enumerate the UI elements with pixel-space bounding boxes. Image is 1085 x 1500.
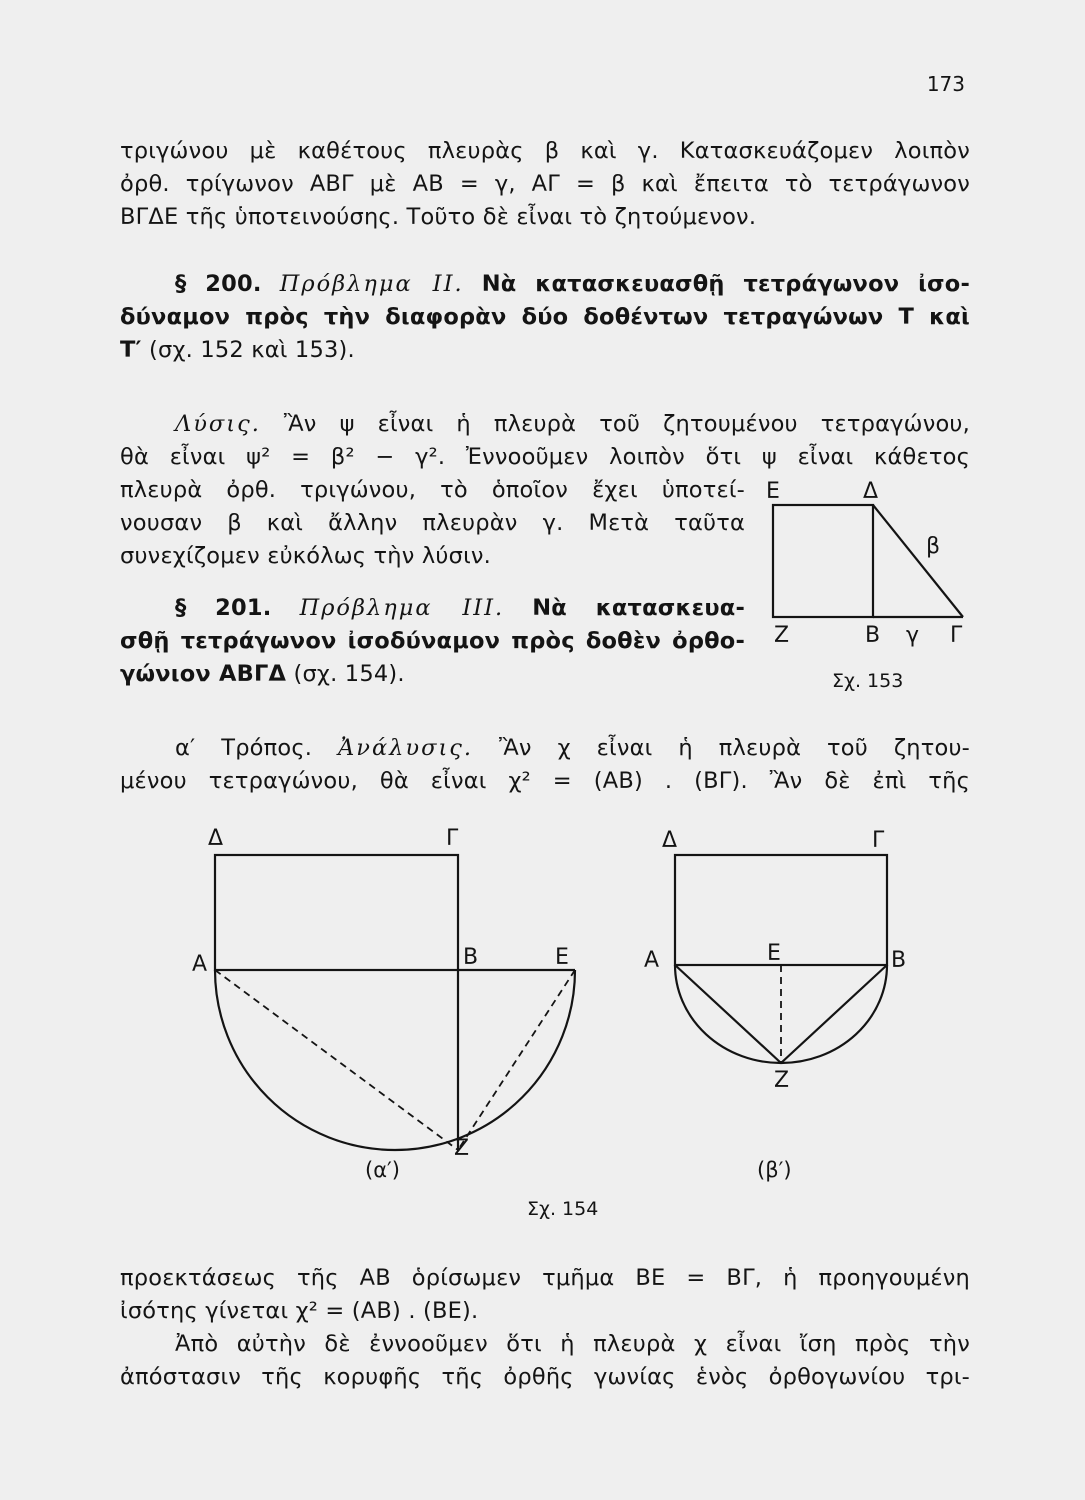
fig154a-label-g: Γ	[446, 826, 459, 851]
problem-statement: Νὰ κατασκευασθῇ τετράγωνον ἰσο-	[481, 271, 970, 297]
fig154b-line-bz	[781, 965, 887, 1063]
text-line: Λύσις. Ἂν ψ εἶναι ἡ πλευρὰ τοῦ ζητουμένου τετραγώνου,	[175, 411, 970, 437]
text-line: Τ′ (σχ. 152 καὶ 153).	[120, 337, 355, 363]
fig153-label-b: Β	[865, 623, 881, 648]
fig154b-rectangle	[675, 855, 887, 965]
text-line: θὰ εἶναι ψ² = β² − γ². Ἐννοοῦμεν λοιπὸν ὅτι ψ εἶναι κάθετος	[120, 444, 970, 470]
figure-153	[760, 470, 990, 660]
solution-2-continued	[120, 474, 745, 573]
text-line: σθῇ τετράγωνον ἰσοδύναμον πρὸς δοθὲν ὀρθο-	[120, 628, 745, 654]
fig153-label-gamma: γ	[906, 623, 920, 648]
paragraph-end	[120, 1262, 970, 1394]
solution-2	[120, 408, 970, 474]
solution-label: Λύσις.	[175, 411, 261, 437]
figure-154a	[190, 825, 590, 1165]
text-line: συνεχίζομεν εὐκόλως τὴν λύσιν.	[120, 543, 491, 569]
fig154a-rectangle	[215, 855, 458, 970]
problem-2	[120, 268, 970, 367]
method-label: α′ Τρόπος.	[175, 735, 313, 761]
fig154-caption: Σχ. 154	[527, 1198, 599, 1220]
fig153-caption: Σχ. 153	[832, 670, 904, 692]
fig154a-label-z: Ζ	[454, 1136, 470, 1161]
fig154a-label-a: Α	[192, 952, 208, 977]
page-number: 173	[926, 72, 965, 96]
fig153-label-e: Ε	[766, 479, 780, 504]
fig154a-dashed-ez	[458, 970, 575, 1150]
text-line	[120, 268, 970, 301]
text-line: ἀπόστασιν τῆς κορυφῆς τῆς ὀρθῆς γωνίας ἑνὸς ὀρθογωνίου τρι-	[120, 1364, 970, 1390]
fig153-label-beta: β	[926, 534, 941, 559]
problem-label: Πρόβλημα ΙΙΙ.	[299, 595, 505, 621]
text-line: δύναμον πρὸς τὴν διαφορὰν δύο δοθέντων τετραγώνων Τ καὶ	[120, 304, 970, 330]
fig154b-label-e: Ε	[767, 941, 781, 966]
fig154b-line-az	[675, 965, 781, 1063]
text-line: § 201. Πρόβλημα ΙΙΙ. Νὰ κατασκευα-	[175, 595, 745, 621]
paragraph-intro	[120, 135, 970, 234]
text-line: τριγώνου μὲ καθέτους πλευρὰς β καὶ γ. Κατασκευάζομεν λοιπὸν	[120, 138, 970, 164]
fig154b-label-b: Β	[891, 948, 907, 973]
fig153-label-g: Γ	[950, 623, 963, 648]
fig154a-semicircle	[215, 970, 575, 1150]
text-line: ἰσότης γίνεται χ² = (ΑΒ) . (ΒΕ).	[120, 1298, 479, 1324]
fig154a-label-d: Δ	[208, 826, 224, 851]
fig153-label-d: Δ	[863, 479, 879, 504]
fig154b-label-a: Α	[644, 948, 660, 973]
text-line: ὀρθ. τρίγωνον ΑΒΓ μὲ ΑΒ = γ, ΑΓ = β καὶ ἔπειτα τὸ τετράγωνον	[120, 171, 970, 197]
fig153-hypotenuse	[873, 505, 963, 617]
fig154b-caption: (β′)	[757, 1158, 792, 1182]
text-line: νουσαν β καὶ ἄλλην πλευρὰν γ. Μετὰ ταῦτα	[120, 510, 745, 536]
problem-3	[120, 592, 745, 691]
fig154b-label-d: Δ	[662, 828, 678, 853]
fig154a-dashed-az	[215, 970, 458, 1150]
text-line: ΒΓΔΕ τῆς ὑποτεινούσης. Τοῦτο δὲ εἶναι τὸ ζητούμενον.	[120, 204, 757, 230]
fig154a-label-e: Ε	[555, 945, 569, 970]
text-line: μένου τετραγώνου, θὰ εἶναι χ² = (ΑΒ) . (ΒΓ). Ἂν δὲ ἐπὶ τῆς	[120, 768, 970, 794]
fig154b-label-g: Γ	[872, 828, 885, 853]
fig154b-label-z: Ζ	[774, 1068, 790, 1093]
fig154a-caption: (α′)	[365, 1158, 400, 1182]
analysis-label: Ἀνάλυσις.	[338, 735, 474, 761]
section-number: § 200.	[175, 271, 262, 297]
text-line: προεκτάσεως τῆς ΑΒ ὁρίσωμεν τμῆμα ΒΕ = ΒΓ, ἡ προηγουμένη	[120, 1265, 970, 1291]
text-line: πλευρὰ ὀρθ. τριγώνου, τὸ ὁποῖον ἔχει ὑποτεί-	[120, 477, 745, 503]
problem-label: Πρόβλημα ΙΙ.	[279, 271, 464, 297]
figure-154b	[640, 825, 910, 1093]
fig153-label-z: Ζ	[774, 623, 790, 648]
fig153-square	[773, 505, 873, 617]
text-line: γώνιον ΑΒΓΔ (σχ. 154).	[120, 661, 405, 687]
fig154a-label-b: Β	[463, 945, 479, 970]
text-line: α′ Τρόπος. Ἀνάλυσις. Ἂν χ εἶναι ἡ πλευρὰ τοῦ ζητου-	[175, 735, 971, 761]
text-line: Ἀπὸ αὐτὴν δὲ ἐννοοῦμεν ὅτι ἡ πλευρὰ χ εἶναι ἴση πρὸς τὴν	[175, 1331, 970, 1357]
method-1	[120, 732, 970, 798]
